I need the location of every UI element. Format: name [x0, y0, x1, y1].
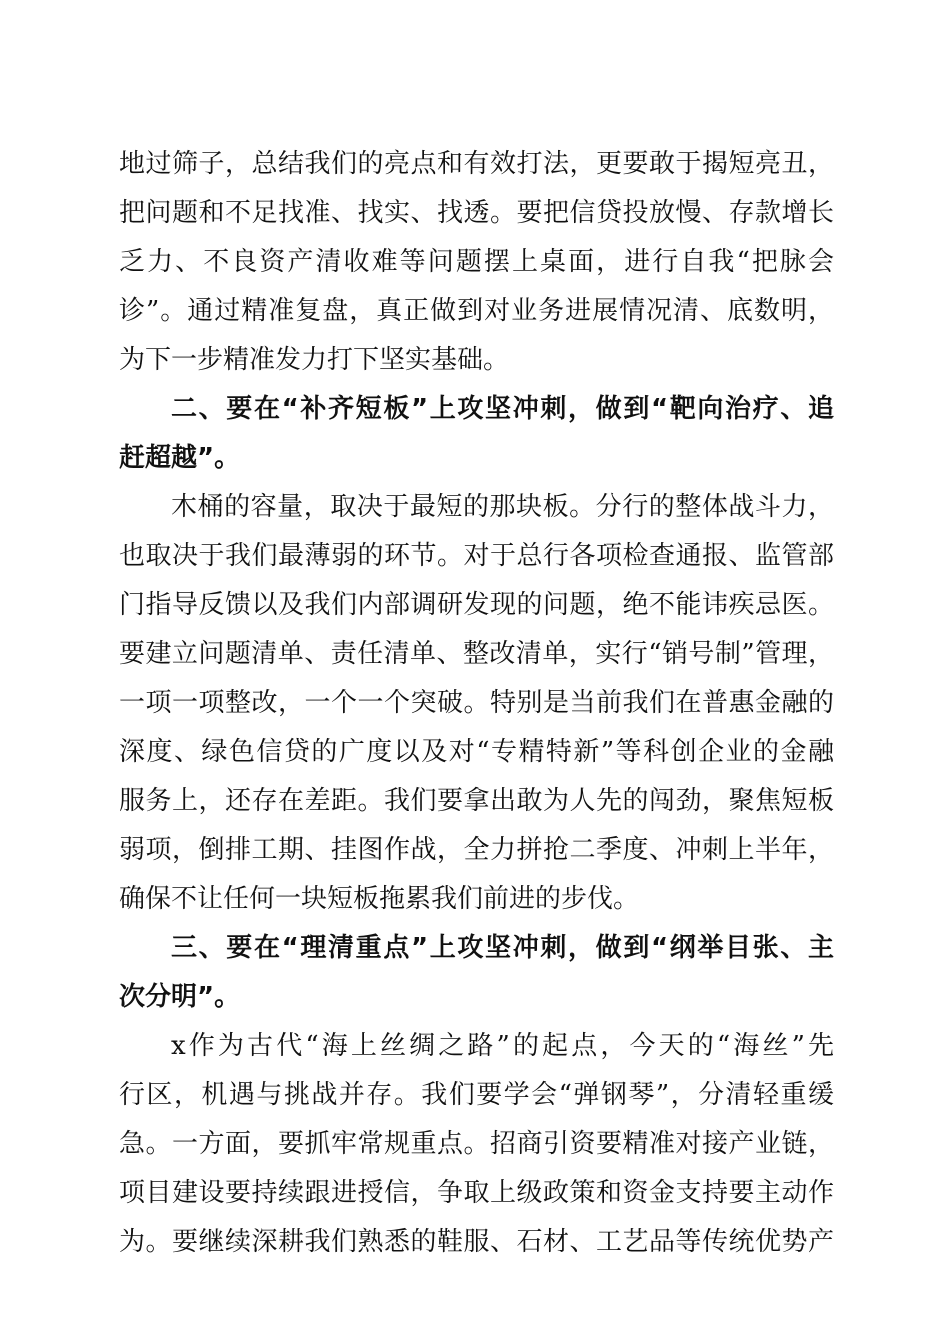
paragraph-3-line-3: 急。一方面，要抓牢常规重点。招商引资要精准对接产业链，	[119, 1129, 834, 1159]
paragraph-3-line-4: 项目建设要持续跟进授信，争取上级政策和资金支持要主动作	[119, 1178, 834, 1208]
paragraph-2-line-2: 也取决于我们最薄弱的环节。对于总行各项检查通报、监管部	[119, 541, 834, 571]
paragraph-2-line-7: 服务上，还存在差距。我们要拿出敢为人先的闯劲，聚焦短板	[119, 786, 834, 816]
section-heading-2	[119, 385, 834, 483]
paragraph-1-line-3: 乏力、不良资产清收难等问题摆上桌面，进行自我“把脉会	[119, 247, 834, 277]
heading-3-line-2: 次分明”。	[119, 982, 241, 1012]
paragraph-2-line-6: 深度、绿色信贷的广度以及对“专精特新”等科创企业的金融	[119, 737, 834, 767]
paragraph-3-line-1: x作为古代“海上丝绸之路”的起点，今天的“海丝”先	[171, 1031, 834, 1061]
document-body	[119, 140, 834, 1267]
paragraph-2	[119, 483, 834, 924]
paragraph-1-line-4: 诊”。通过精准复盘，真正做到对业务进展情况清、底数明，	[119, 296, 834, 326]
paragraph-2-line-8: 弱项，倒排工期、挂图作战，全力拼抢二季度、冲刺上半年，	[119, 835, 834, 865]
paragraph-1-line-5: 为下一步精准发力打下坚实基础。	[119, 345, 510, 375]
paragraph-3-line-5: 为。要继续深耕我们熟悉的鞋服、石材、工艺品等传统优势产	[119, 1227, 834, 1257]
paragraph-2-line-3: 门指导反馈以及我们内部调研发现的问题，绝不能讳疾忌医。	[119, 590, 834, 620]
heading-2-line-1: 二、要在“补齐短板”上攻坚冲刺，做到“靶向治疗、追	[171, 394, 834, 424]
paragraph-1	[119, 140, 834, 385]
paragraph-2-line-9: 确保不让任何一块短板拖累我们前进的步伐。	[119, 884, 640, 914]
heading-2-line-2: 赶超越”。	[119, 443, 241, 473]
paragraph-1-line-1: 地过筛子，总结我们的亮点和有效打法，更要敢于揭短亮丑，	[119, 149, 834, 179]
paragraph-2-line-4: 要建立问题清单、责任清单、整改清单，实行“销号制”管理，	[119, 639, 834, 669]
paragraph-3	[119, 1022, 834, 1267]
paragraph-1-line-2: 把问题和不足找准、找实、找透。要把信贷投放慢、存款增长	[119, 198, 834, 228]
heading-3-line-1: 三、要在“理清重点”上攻坚冲刺，做到“纲举目张、主	[171, 933, 834, 963]
section-heading-3	[119, 924, 834, 1022]
paragraph-3-line-2: 行区，机遇与挑战并存。我们要学会“弹钢琴”，分清轻重缓	[119, 1080, 834, 1110]
paragraph-2-line-5: 一项一项整改，一个一个突破。特别是当前我们在普惠金融的	[119, 688, 834, 718]
paragraph-2-line-1: 木桶的容量，取决于最短的那块板。分行的整体战斗力，	[171, 492, 834, 522]
